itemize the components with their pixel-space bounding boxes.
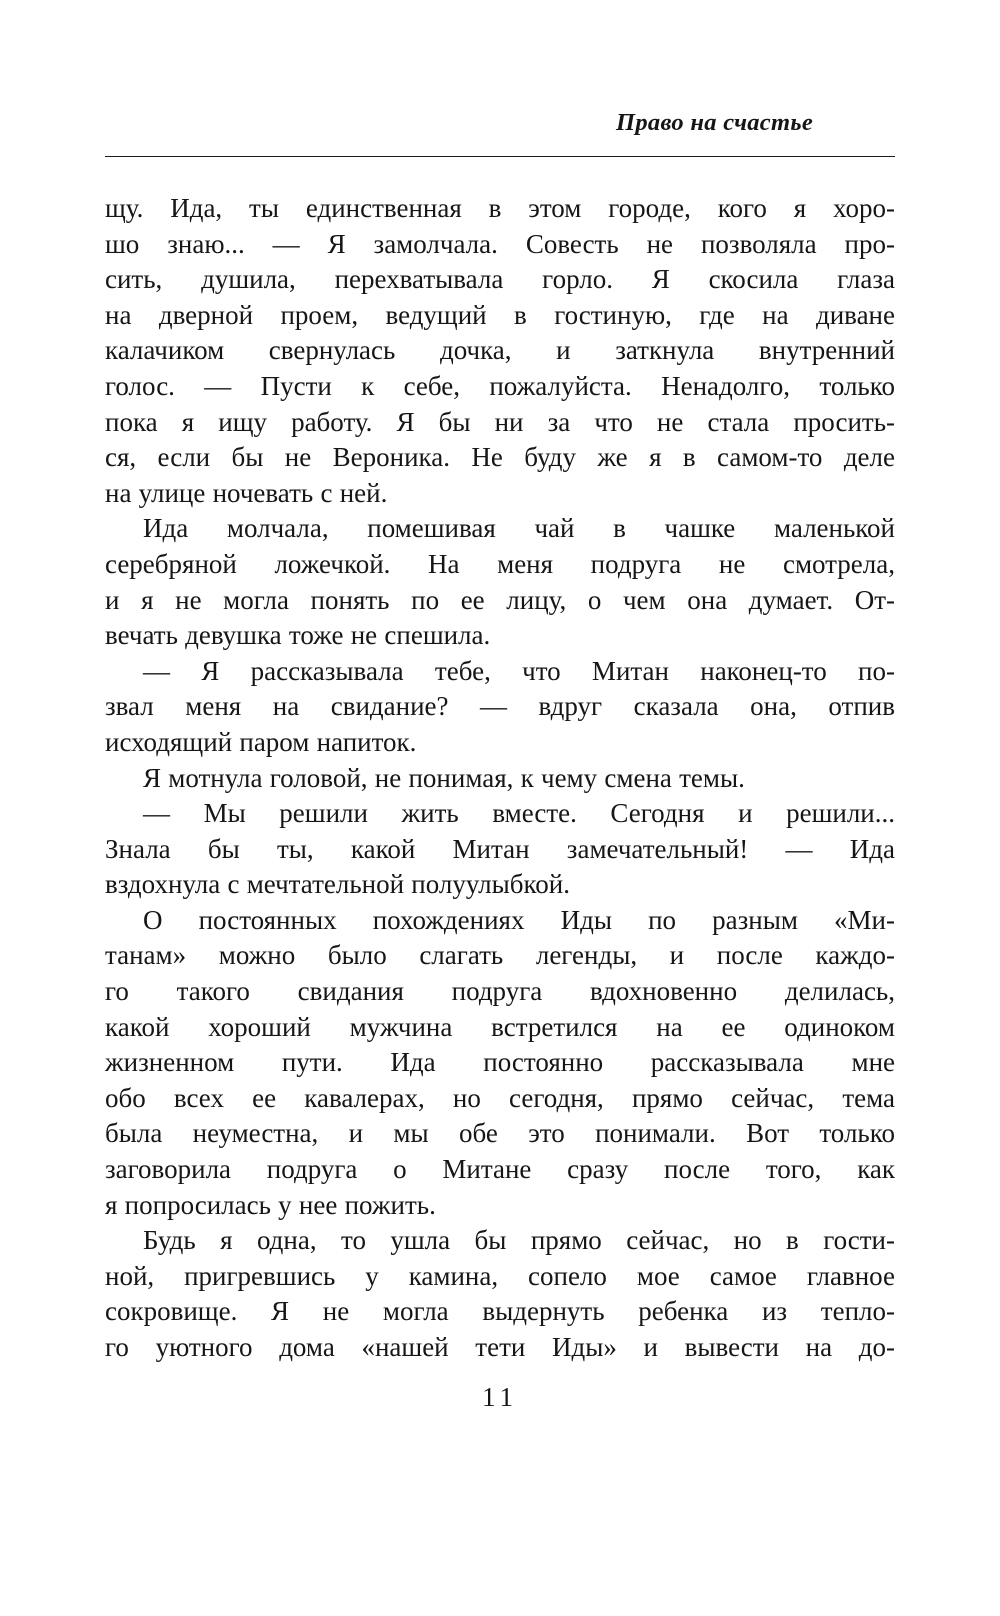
paragraph: [105, 191, 895, 511]
paragraph: [105, 654, 895, 761]
text-line: на улице ночевать с ней.: [105, 477, 388, 508]
paragraph: [105, 903, 895, 1223]
text-line: танам» можно было слагать легенды, и после каждо-: [105, 940, 895, 971]
text-line: калачиком свернулась дочка, и заткнула внутренний: [105, 335, 895, 366]
text-line: на дверной проем, ведущий в гостиную, где на диване: [105, 299, 895, 330]
text-line: исходящий паром напиток.: [105, 726, 417, 757]
text-line: обо всех ее кавалерах, но сегодня, прямо сейчас, тема: [105, 1082, 895, 1113]
text-line: Знала бы ты, какой Митан замечательный! — Ида: [105, 833, 895, 864]
text-line: О постоянных похождениях Иды по разным «Ми-: [143, 904, 895, 935]
text-line: и я не могла понять по ее лицу, о чем она думает. От-: [105, 584, 895, 615]
text-line: Я мотнула головой, не понимая, к чему смена темы.: [143, 762, 745, 793]
text-line: голос. — Пусти к себе, пожалуйста. Ненадолго, только: [105, 370, 895, 401]
text-line: сокровище. Я не могла выдернуть ребенка из тепло-: [105, 1296, 895, 1327]
text-line: пока я ищу работу. Я бы ни за что не стала просить-: [105, 406, 895, 437]
text-line: Будь я одна, то ушла бы прямо сейчас, но в гости-: [143, 1225, 895, 1256]
paragraph: [105, 1223, 895, 1365]
text-line: — Мы решили жить вместе. Сегодня и решили...: [143, 798, 895, 829]
text-line: жизненном пути. Ида постоянно рассказывала мне: [105, 1047, 895, 1078]
text-line: вздохнула с мечтательной полуулыбкой.: [105, 869, 570, 900]
text-line: Ида молчала, помешивая чай в чашке маленькой: [143, 513, 895, 544]
text-line: сить, душила, перехватывала горло. Я скосила глаза: [105, 264, 895, 295]
paragraph: [105, 761, 895, 797]
text-block: [105, 191, 895, 1366]
running-head-title: Право на счастье: [616, 109, 813, 136]
page-number: 11: [482, 1381, 518, 1412]
paragraph: [105, 796, 895, 903]
text-line: серебряной ложечкой. На меня подруга не смотрела,: [105, 548, 895, 579]
text-line: звал меня на свидание? — вдруг сказала она, отпив: [105, 691, 895, 722]
text-line: заговорила подруга о Митане сразу после того, как: [105, 1154, 895, 1185]
text-line: го уютного дома «нашей тети Иды» и вывести на до-: [105, 1332, 895, 1362]
text-line: вечать девушка тоже не спешила.: [105, 620, 491, 651]
header-rule: [105, 156, 895, 157]
text-line: шо знаю... — Я замолчала. Совесть не позволяла про-: [105, 228, 895, 259]
paragraph: [105, 511, 895, 653]
text-line: я попросилась у нее пожить.: [105, 1189, 436, 1220]
text-line: — Я рассказывала тебе, что Митан наконец-то по-: [143, 655, 895, 686]
text-line: какой хороший мужчина встретился на ее одиноком: [105, 1011, 895, 1042]
text-line: была неуместна, и мы обе это понимали. Вот только: [105, 1118, 895, 1149]
text-column: [105, 0, 895, 1413]
text-line: щу. Ида, ты единственная в этом городе, кого я хоро-: [105, 193, 895, 223]
text-line: ной, пригревшись у камина, сопело мое самое главное: [105, 1260, 895, 1291]
text-line: ся, если бы не Вероника. Не буду же я в самом-то деле: [105, 442, 895, 473]
text-line: го такого свидания подруга вдохновенно делилась,: [105, 976, 895, 1007]
